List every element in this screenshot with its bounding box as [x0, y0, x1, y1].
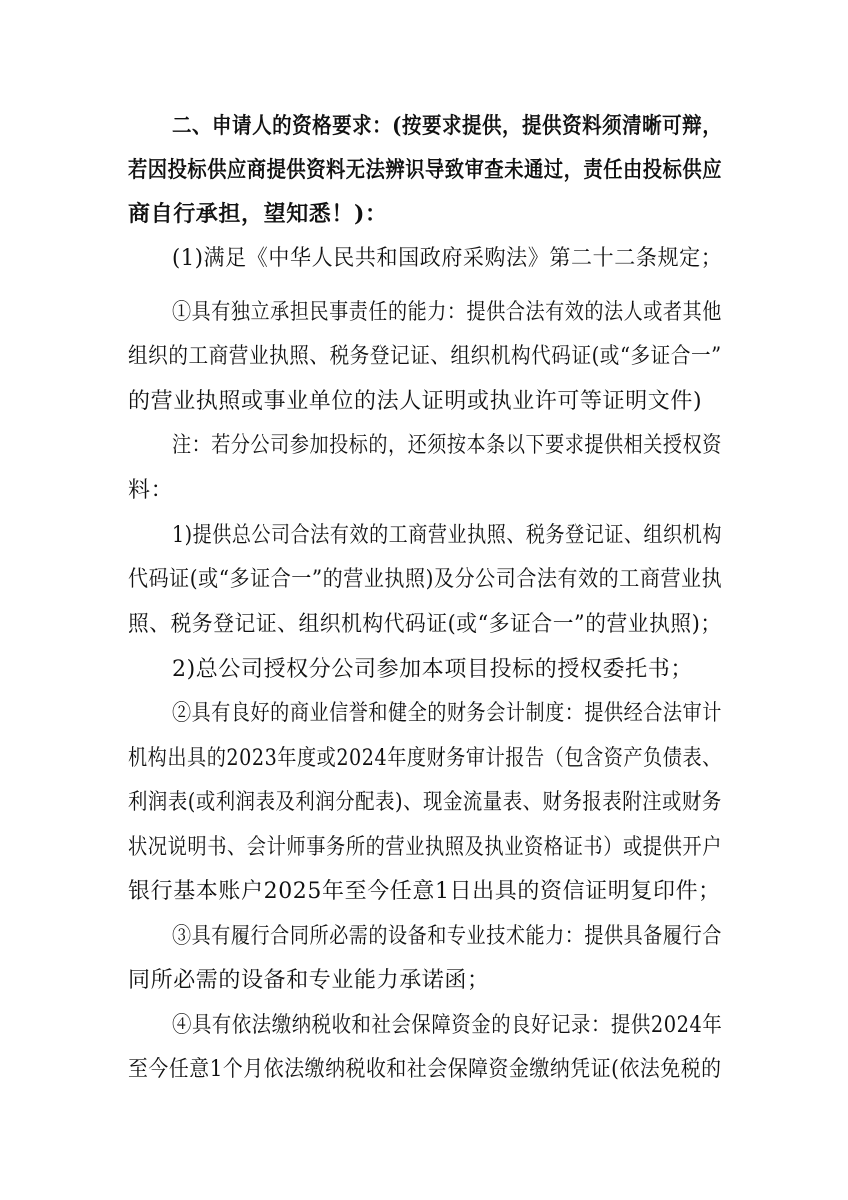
paragraph-line: 1)提供总公司合法有效的工商营业执照、税务登记证、组织机构	[172, 523, 722, 548]
paragraph-line: 状况说明书、会计师事务所的营业执照及执业资格证书）或提供开户	[128, 835, 723, 860]
paragraph-line: 2)总公司授权分公司参加本项目投标的授权委托书；	[172, 657, 693, 682]
paragraph-line: 注：若分公司参加投标的，还须按本条以下要求提供相关授权资	[172, 433, 722, 458]
paragraph-line: 银行基本账户2025年至今任意1日出具的资信证明复印件；	[128, 879, 721, 904]
paragraph-line: (1)满足《中华人民共和国政府采购法》第二十二条规定；	[172, 246, 723, 271]
paragraph-line: 机构出具的2023年度或2024年度财务审计报告（包含资产负债表、	[128, 746, 722, 771]
paragraph-line: 的营业执照或事业单位的法人证明或执业许可等证明文件)	[128, 389, 703, 414]
paragraph-line: ②具有良好的商业信誉和健全的财务会计制度：提供经合法审计	[172, 701, 722, 726]
paragraph-line: 至今任意1个月依法缴纳税收和社会保障资金缴纳凭证(依法免税的	[128, 1057, 722, 1082]
paragraph-line: ④具有依法缴纳税收和社会保障资金的良好记录：提供2024年	[172, 1013, 723, 1038]
paragraph-line: 同所必需的设备和专业能力承诺函；	[128, 968, 490, 993]
paragraph-line: 料：	[128, 478, 174, 503]
paragraph-line: 照、税务登记证、组织机构代码证(或“多证合一”的营业执照)；	[128, 612, 722, 637]
paragraph-line: ③具有履行合同所必需的设备和专业技术能力：提供具备履行合	[172, 924, 722, 949]
paragraph-line: 利润表(或利润表及利润分配表)、现金流量表、财务报表附注或财务	[128, 790, 722, 815]
section-heading-line-3: 商自行承担，望知悉！)：	[128, 201, 388, 227]
paragraph-line: 代码证(或“多证合一”的营业执照)及分公司合法有效的工商营业执	[128, 567, 723, 592]
section-heading-line-2: 若因投标供应商提供资料无法辨识导致审查未通过，责任由投标供应	[128, 157, 723, 183]
section-heading-line-1: 二、申请人的资格要求：(按要求提供，提供资料须清晰可辩，	[172, 113, 723, 139]
paragraph-line: 组织的工商营业执照、税务登记证、组织机构代码证(或“多证合一”	[128, 344, 722, 369]
paragraph-line: ①具有独立承担民事责任的能力：提供合法有效的法人或者其他	[172, 300, 722, 325]
